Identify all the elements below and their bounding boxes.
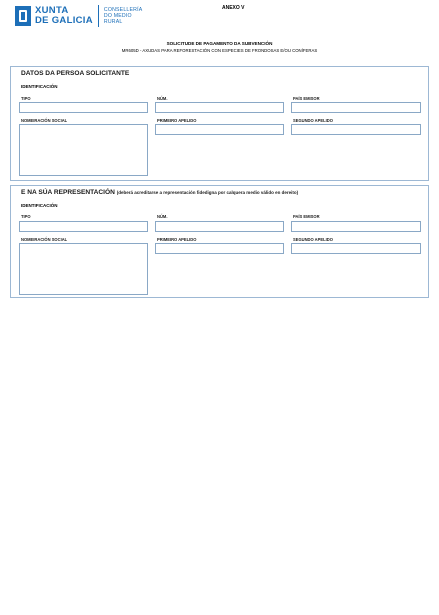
pais-field[interactable] bbox=[291, 102, 421, 113]
rep-num-field[interactable] bbox=[155, 221, 284, 232]
representative-section bbox=[10, 185, 429, 298]
ministry-line-3: RURAL bbox=[103, 19, 123, 25]
apellido2-label: SEGUNDO APELIDO bbox=[293, 118, 333, 123]
logo-wordmark bbox=[35, 6, 93, 26]
pais-label: PAÍS EMISOR bbox=[293, 96, 320, 101]
nombre-label: NOMEIRACIÓN SOCIAL bbox=[21, 118, 68, 123]
tipo-field[interactable] bbox=[19, 102, 148, 113]
rep-tipo-label: TIPO bbox=[21, 214, 31, 219]
tipo-label: TIPO bbox=[21, 96, 31, 101]
logo-divider bbox=[98, 5, 99, 27]
rep-nombre-field[interactable] bbox=[19, 243, 148, 295]
rep-num-label: NÚM. bbox=[157, 214, 168, 219]
ministry-name bbox=[104, 7, 143, 25]
apellido2-field[interactable] bbox=[291, 124, 421, 135]
num-label: NÚM. bbox=[157, 96, 168, 101]
apellido1-label: PRIMEIRO APELIDO bbox=[157, 118, 197, 123]
logo-line-1: XUNTA bbox=[35, 5, 69, 16]
applicant-identification-label: IDENTIFICACIÓN bbox=[21, 84, 58, 89]
form-title: SOLICITUDE DE PAGAMENTO DA SUBVENCIÓN bbox=[166, 41, 273, 46]
representative-identification-label: IDENTIFICACIÓN bbox=[21, 203, 58, 208]
rep-apellido2-label: SEGUNDO APELIDO bbox=[293, 237, 333, 242]
xunta-emblem-icon bbox=[15, 6, 31, 26]
ministry-line-2: DO MEDIO bbox=[103, 13, 132, 19]
apellido1-field[interactable] bbox=[155, 124, 284, 135]
applicant-section bbox=[10, 66, 429, 181]
logo-line-2: DE GALICIA bbox=[35, 15, 93, 26]
rep-apellido1-label: PRIMEIRO APELIDO bbox=[157, 237, 197, 242]
num-field[interactable] bbox=[155, 102, 284, 113]
nombre-field[interactable] bbox=[19, 124, 148, 176]
rep-apellido2-field[interactable] bbox=[291, 243, 421, 254]
ministry-line-1: CONSELLERÍA bbox=[103, 7, 143, 13]
xunta-logo bbox=[15, 5, 142, 27]
representative-note: (deberá acreditarse a representación fidedigna por calquera medio válido en dereito) bbox=[116, 190, 299, 195]
rep-pais-label: PAÍS EMISOR bbox=[293, 214, 320, 219]
rep-apellido1-field[interactable] bbox=[155, 243, 284, 254]
applicant-heading: DATOS DA PERSOA SOLICITANTE bbox=[21, 70, 130, 77]
form-subtitle: MR605D - AXUDAS PARA REFORESTACIÓN CON ESPECIES DE FRONDOSAS E/OU CONÍFERAS bbox=[121, 48, 318, 53]
representative-heading bbox=[21, 189, 298, 196]
rep-pais-field[interactable] bbox=[291, 221, 421, 232]
representative-heading-text: E NA SÚA REPRESENTACIÓN bbox=[21, 189, 115, 196]
annex-label: ANEXO V bbox=[222, 5, 245, 11]
rep-nombre-label: NOMEIRACIÓN SOCIAL bbox=[21, 237, 68, 242]
rep-tipo-field[interactable] bbox=[19, 221, 148, 232]
